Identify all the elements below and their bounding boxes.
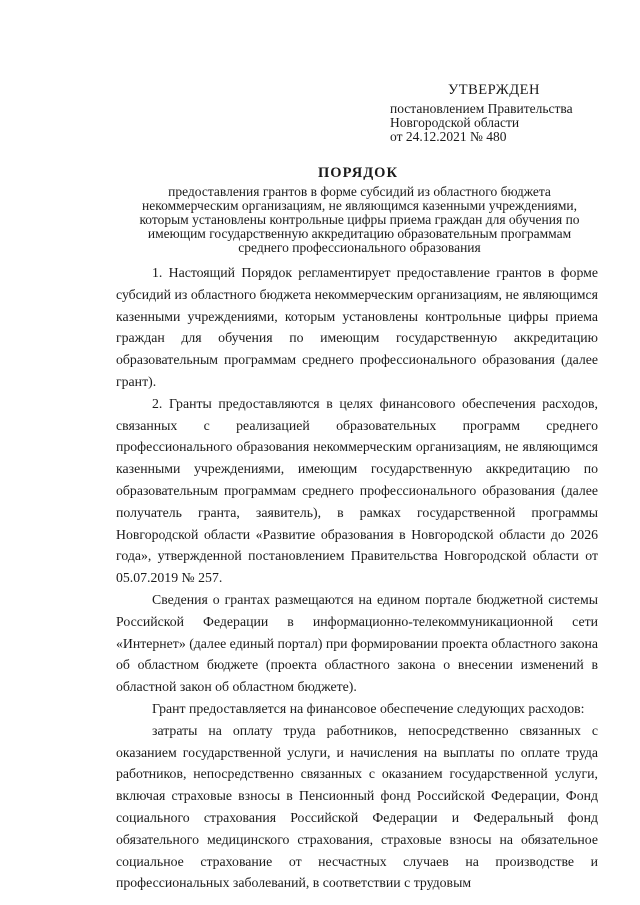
paragraph-5: затраты на оплату труда работников, непосредственно связанных с оказанием государственной услуги, и начисления на выплаты по оплате труда работников, непосредственно связанных с оказанием государственной услуги, включая страховые взносы в Пенсионный фонд Российской Федерации, Фонд социального страхования Российской Федерации и Федеральный фонд обязательного медицинского страхования, страховые взносы на обязательное социальное страхование от несчастных случаев на производстве и профессиональных заболеваний, в соответствии с трудовым <box>116 722 598 891</box>
subtitle-line: которым установлены контрольные цифры приема граждан для обучения по <box>139 212 580 227</box>
document-subtitle <box>112 185 607 255</box>
document-title: ПОРЯДОК <box>318 165 398 181</box>
approval-line: Новгородской области <box>390 115 520 130</box>
paragraph-2: 2. Гранты предоставляются в целях финансового обеспечения расходов, связанных с реализацией образовательных программ среднего профессионального образования некоммерческим организациям, не являющимся казенными учреждениями, имеющим государственную аккредитацию по образовательным программам среднего профессионального образования (далее получатель гранта, заявитель), в рамках государственной программы Новгородской области «Развитие образования в Новгородской области до 2026 года», утвержденной постановлением Правительства Новгородской области от 05.07.2019 № 257. <box>116 395 598 586</box>
paragraph-4: Грант предоставляется на финансовое обеспечение следующих расходов: <box>152 700 585 716</box>
subtitle-line: имеющим государственную аккредитацию образовательным программам <box>147 226 572 241</box>
subtitle-line: некоммерческим организациям, не являющимся казенными учреждениями, <box>141 198 577 213</box>
subtitle-line: предоставления грантов в форме субсидий из областного бюджета <box>168 184 551 199</box>
approval-heading: УТВЕРЖДЕН <box>448 82 540 98</box>
document-body <box>116 262 598 894</box>
paragraph-1: 1. Настоящий Порядок регламентирует предоставление грантов в форме субсидий из областного бюджета некоммерческим организациям, не являющимся казенными учреждениями, которым установлены контрольные цифры приема граждан для обучения по имеющим государственную аккредитацию образовательным программам среднего профессионального образования (далее грант). <box>116 265 598 389</box>
approval-line: постановлением Правительства <box>390 101 573 116</box>
approval-block <box>390 83 620 144</box>
paragraph-3: Сведения о грантах размещаются на едином портале бюджетной системы Российской Федерации в информационно-телекоммуникационной сети «Интернет» (далее единый портал) при формировании проекта областного закона об областном бюджете (проекта областного закона о внесении изменений в областной закон об областном бюджете). <box>116 591 598 695</box>
approval-line: от 24.12.2021 № 480 <box>390 129 507 144</box>
subtitle-line: среднего профессионального образования <box>238 240 481 255</box>
